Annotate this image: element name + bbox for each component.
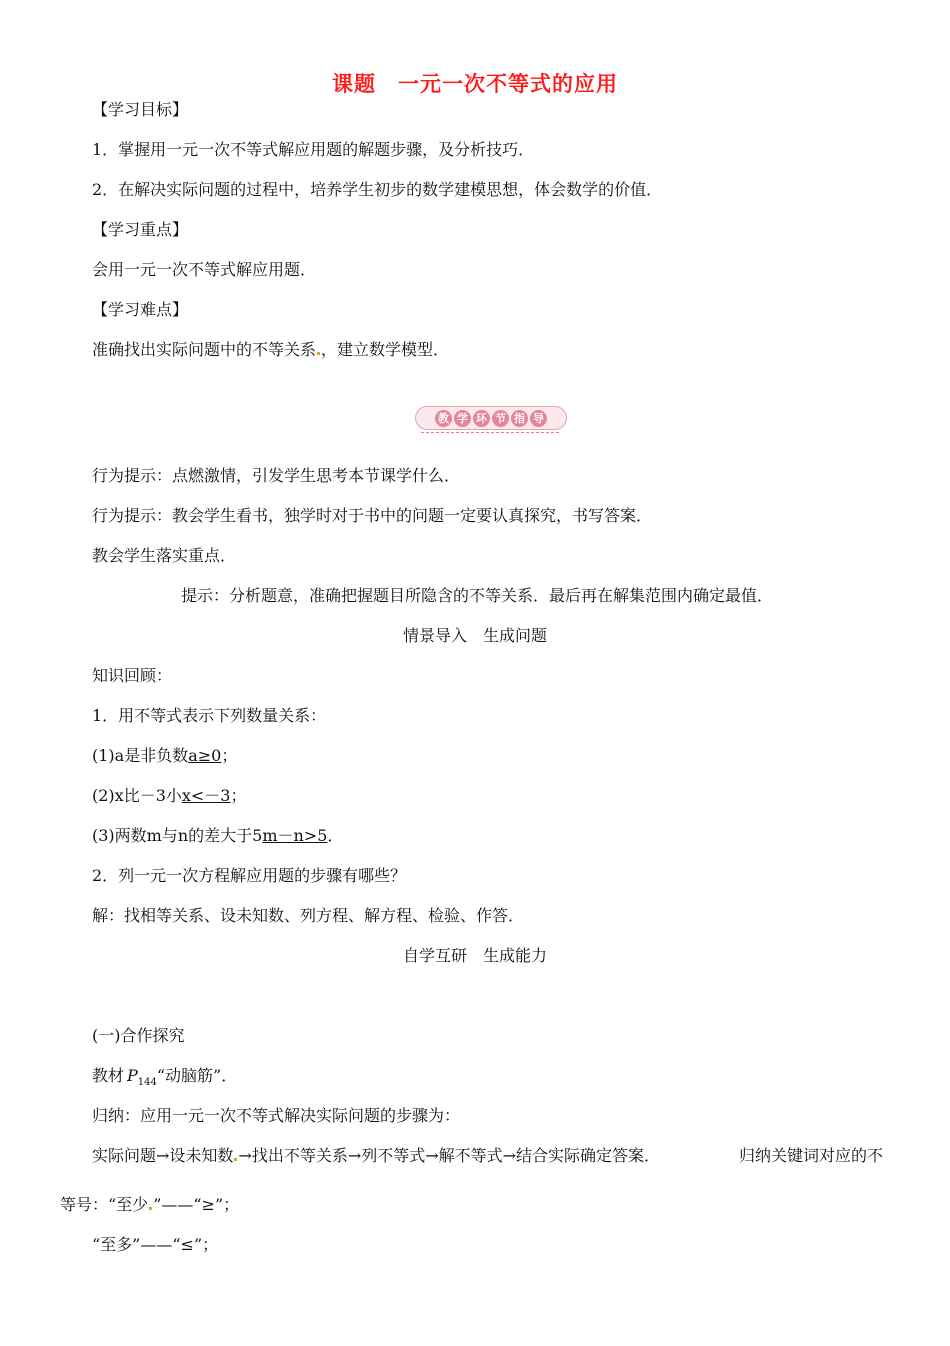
review-item-1-end: ； [221, 746, 238, 765]
keyword-line-1-part-a: 等号：“至少 [60, 1195, 149, 1214]
banner-char: 导 [530, 410, 547, 427]
textbook-label: 教材 [92, 1066, 125, 1085]
key-points-heading: 【学习重点】 [92, 220, 189, 239]
section-heading-scenario: 情景导入 生成问题 [402, 626, 547, 645]
review-item-3-end: ． [327, 826, 344, 845]
guidance-line-3: 教会学生落实重点． [92, 546, 237, 565]
banner-dashed-rule [421, 432, 559, 433]
mark-dot-icon [317, 352, 320, 355]
textbook-page-number: 144 [137, 1077, 157, 1089]
objectives-heading: 【学习目标】 [92, 100, 189, 119]
review-item-1-text: (1)a是非负数 [92, 746, 189, 765]
section-banner [415, 402, 565, 434]
banner-char: 节 [492, 410, 509, 427]
textbook-section: “动脑筋”． [156, 1066, 238, 1085]
page-title: 课题 一元一次不等式的应用 [332, 72, 618, 96]
steps-part-a: 实际问题→设未知数 [92, 1146, 234, 1165]
review-item-1-answer: a≥0 [188, 746, 222, 765]
summary-text: 归纳：应用一元一次不等式解决实际问题的步骤为： [92, 1106, 461, 1125]
review-item-2-end: ； [230, 786, 247, 805]
difficulties-heading: 【学习难点】 [92, 300, 189, 319]
keyword-line-1-part-b: ”——“≥”； [153, 1195, 240, 1214]
banner-char: 教 [435, 410, 452, 427]
difficulties-text [92, 339, 449, 361]
guidance-hint: 提示：分析题意，准确把握题目所隐含的不等关系．最后再在解集范围内确定最值． [181, 586, 774, 605]
review-heading: 知识回顾： [92, 666, 173, 685]
review-answer-2: 解：找相等关系、设未知数、列方程、解方程、检验、作答． [92, 906, 525, 925]
key-points-text: 会用一元一次不等式解应用题． [92, 260, 317, 279]
difficulties-text-part-a: 准确找出实际问题中的不等关系 [92, 340, 317, 359]
review-item-2-answer: x<－3 [181, 786, 231, 805]
section-heading-self-study: 自学互研 生成能力 [402, 946, 547, 965]
keyword-intro: 归纳关键词对应的不 [739, 1146, 884, 1165]
objective-item-1: 1．掌握用一元一次不等式解应用题的解题步骤，及分析技巧． [92, 140, 535, 159]
steps-text [92, 1145, 660, 1167]
banner-char: 环 [473, 410, 490, 427]
review-item-2-text: (2)x比－3小 [92, 786, 182, 805]
review-item-1 [92, 745, 237, 767]
review-item-3-text: (3)两数m与n的差大于5 [92, 826, 263, 845]
banner-char: 指 [511, 410, 528, 427]
keyword-line-2: “至多”——“≤”； [92, 1235, 219, 1254]
difficulties-text-part-b: ，建立数学模型． [321, 340, 450, 359]
mark-dot-icon [149, 1207, 152, 1210]
review-item-3-answer: m－n>5 [262, 826, 328, 845]
guidance-line-1: 行为提示：点燃激情，引发学生思考本节课学什么． [92, 466, 461, 485]
keyword-line-1 [60, 1194, 239, 1216]
review-question-2: 2．列一元一次方程解应用题的步骤有哪些？ [92, 866, 407, 885]
mark-dot-icon [234, 1158, 237, 1161]
textbook-reference [92, 1065, 237, 1094]
textbook-page-letter: P [127, 1066, 138, 1085]
objective-item-2: 2．在解决实际问题的过程中，培养学生初步的数学建模思想，体会数学的价值． [92, 180, 663, 199]
review-item-3 [92, 825, 343, 847]
banner-pill [415, 406, 567, 430]
banner-char: 学 [454, 410, 471, 427]
steps-part-b: →找出不等关系→列不等式→解不等式→结合实际确定答案． [238, 1146, 661, 1165]
review-item-2 [92, 785, 247, 807]
cooperative-heading: (一)合作探究 [92, 1026, 185, 1045]
review-question-1: 1．用不等式表示下列数量关系： [92, 706, 327, 725]
guidance-line-2: 行为提示：教会学生看书，独学时对于书中的问题一定要认真探究，书写答案． [92, 506, 653, 525]
